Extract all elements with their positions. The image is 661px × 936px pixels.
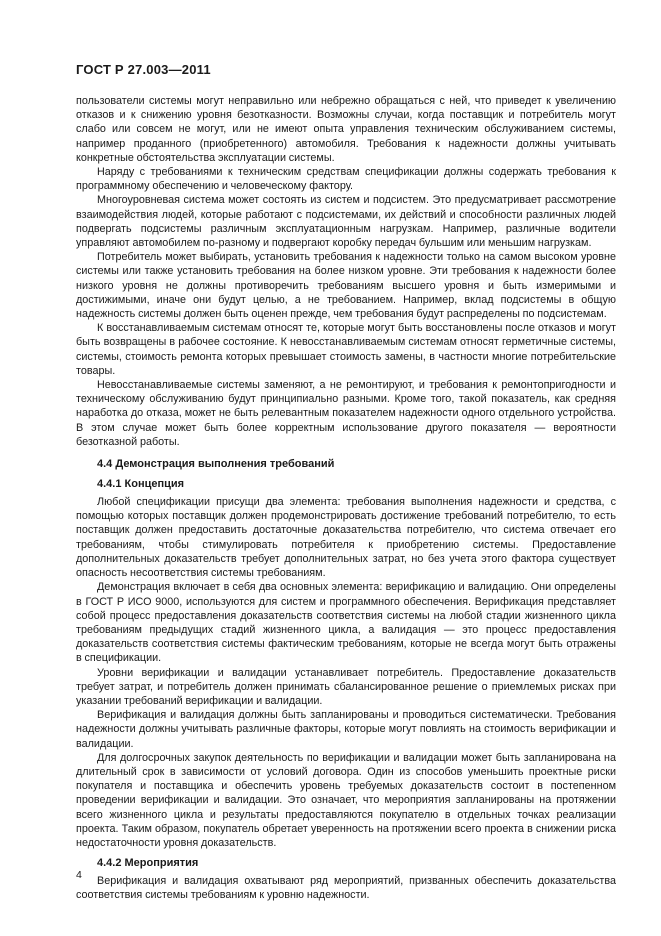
paragraph: Любой спецификации присущи два элемента: требования выполнения надежности и средства, с помощью которых поставщик должен продемонстрировать достижение требований потребителю, то есть поставщик должен предоставить достаточные доказательства потребителю, что система отвечает его требованиям, чтобы стимулировать потребителя к приобретению системы. Предоставление дополнительных доказательств требует дополнительных затрат, но без учета этого фактора существует опасность несоответствия системы требованиям. bbox=[76, 496, 616, 580]
paragraph: Верификация и валидация охватывают ряд мероприятий, призванных обеспечить доказательства соответствия системы требованиям к уровню надежности. bbox=[76, 875, 616, 902]
paragraph: Многоуровневая система может состоять из систем и подсистем. Это предусматривает рассмотрение взаимодействия людей, которые работают с подсистемами, их действий и способности различных людей подвергать подсистемы различным эксплуатационным нагрузкам. Например, различные водители управляют автомобилем по-разному и подвергают коробку передач бульшим или меньшим нагрузкам. bbox=[76, 194, 616, 250]
paragraph: Потребитель может выбирать, установить требования к надежности только на самом высоком уровне системы или также установить требования на более низком уровне. Эти требования к надежности более низкого уровня не должны противоречить требованиям высшего уровня и быть измеримыми и достижимыми, иначе они будут целью, а не требованием. Например, вклад подсистемы в общую надежность системы должен быть оценен прежде, чем требования будут распределены по подсистемам. bbox=[76, 251, 616, 321]
section-heading-4-4: 4.4 Демонстрация выполнения требований bbox=[97, 458, 335, 471]
paragraph: К восстанавливаемым системам относят те, которые могут быть восстановлены после отказов и могут быть возвращены в рабочее состояние. К невосстанавливаемым системам относят герметичные системы, системы, стоимость ремонта которых превышает стоимость замены, в частности многие потребительские товары. bbox=[76, 322, 616, 377]
paragraph: Наряду с требованиями к техническим средствам спецификации должны содержать требования к программному обеспечению и человеческому фактору. bbox=[76, 166, 616, 193]
paragraph: Верификация и валидация должны быть запланированы и проводиться систематически. Требования надежности должны учитывать различные факторы, которые могут повлиять на стоимость верификации и валидации. bbox=[76, 709, 616, 750]
paragraph: Уровни верификации и валидации устанавливает потребитель. Предоставление доказательств требует затрат, и потребитель должен принимать сбалансированное решение о приемлемых рисках при указании требований верификации и валидации. bbox=[76, 666, 616, 707]
paragraph: Демонстрация включает в себя два основных элемента: верификацию и валидацию. Они определены в ГОСТ Р ИСО 9000, используются для систем и программного обеспечения. Верификация представляет собой процесс предоставления доказательств соответствия системы на любой стадии жизненного цикла требованиям предыдущих стадий жизненного цикла, а валидация — это процесс предоставления доказательств соответствия системы фактическим требованиям, которые не всегда могут быть отражены в спецификации. bbox=[76, 581, 616, 665]
paragraph: Невосстанавливаемые системы заменяют, а не ремонтируют, и требования к ремонтопригодности и техническому обслуживанию будут принципиально разными. Кроме того, такой показатель, как средняя наработка до отказа, может не быть релевантным показателем надежности одного отдельного устройства. В этом случае может быть более корректным использование другого показателя — вероятности безотказной работы. bbox=[76, 379, 616, 448]
paragraph: пользователи системы могут неправильно или небрежно обращаться с ней, что приведет к увеличению отказов и к снижению уровня безотказности. Возможны случаи, когда поставщик и потребитель могут слабо или совсем не могут, или не имеют опыта управления техническим обслуживанием системы, например проданного (приобретенного) автомобиля. Требования к надежности должны учитывать конкретные обстоятельства эксплуатации системы. bbox=[76, 95, 616, 164]
section-heading-4-4-2: 4.4.2 Мероприятия bbox=[97, 857, 199, 870]
page-number: 4 bbox=[76, 869, 82, 881]
standard-code-header: ГОСТ Р 27.003—2011 bbox=[76, 62, 211, 77]
text-column bbox=[76, 62, 616, 903]
section-heading-4-4-1: 4.4.1 Концепция bbox=[97, 478, 185, 491]
paragraph: Для долгосрочных закупок деятельность по верификации и валидации может быть запланирована на длительный срок в зависимости от условий договора. Один из способов уменьшить проектные риски покупателя и поставщика и обеспечить уровень требуемых доказательств состоит в постепенном проведении верификации и валидации. Это означает, что мероприятия запланированы на протяжении всего жизненного цикла и результаты предоставляются покупателю в отдельных точках реализации проекта. Таким образом, покупатель обретает уверенность на протяжении всего проекта в снижении риска недостаточности уровня доказательств. bbox=[76, 751, 616, 849]
